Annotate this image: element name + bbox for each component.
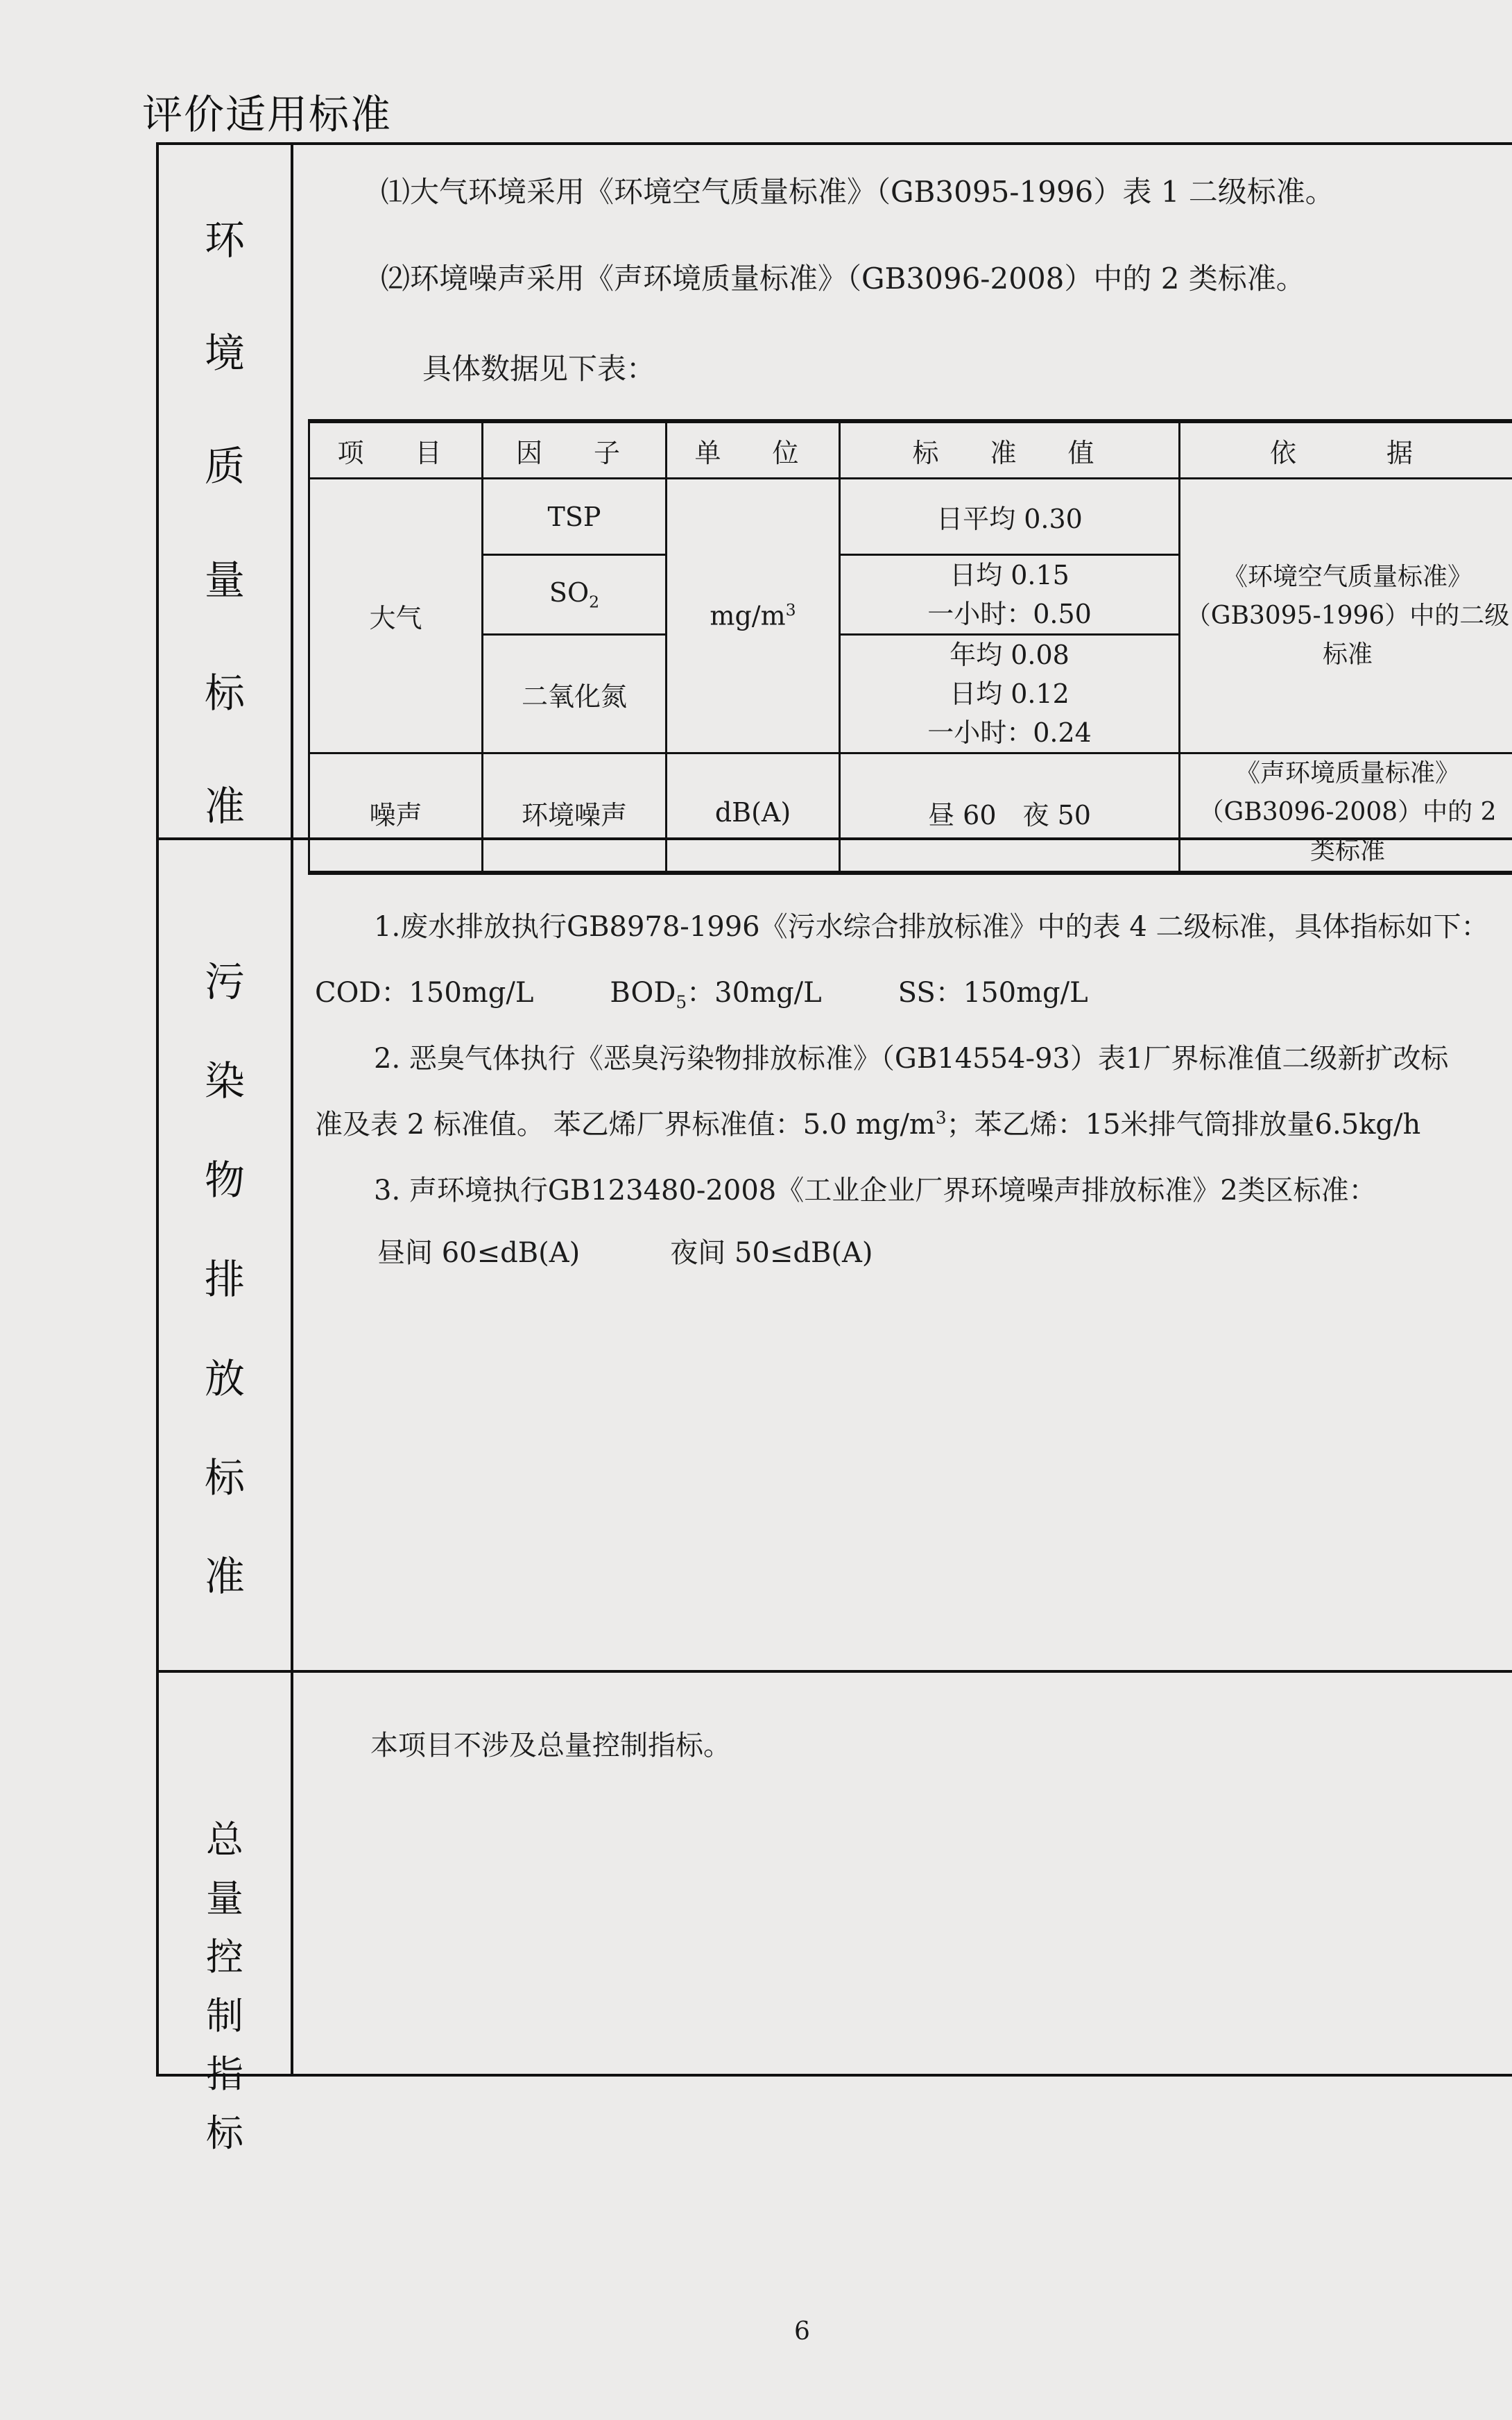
column-divider: [291, 145, 293, 2074]
tsp-factor-cell: TSP: [483, 479, 667, 555]
emission-water-values: COD：150mg/L $BOD_5$：30mg/L SS：150mg/L: [315, 977, 1088, 1012]
label-char: 境: [204, 330, 245, 377]
label-char: 制: [206, 1993, 243, 2038]
emission-para-1: 1.废水排放执行GB8978-1996《污水综合排放标准》中的表 4 二级标准，具体指标如下：: [374, 911, 1489, 943]
table-header-row: [309, 421, 1512, 479]
label-char: 标: [204, 669, 245, 717]
header-basis: 依 据: [1180, 421, 1512, 479]
tsp-value-cell: 日平均 0.30: [840, 479, 1180, 555]
day-limit: 昼间 60≤dB(A): [377, 1237, 581, 1269]
env-quality-label: [159, 180, 291, 874]
total-control-text: 本项目不涉及总量控制指标。: [370, 1730, 731, 1762]
label-char: 染: [204, 1057, 245, 1105]
label-char: 标: [206, 2111, 243, 2155]
label-char: 指: [206, 2052, 243, 2097]
noise-value-cell: 昼 60 夜 50: [840, 753, 1180, 874]
air-basis-cell: 《环境空气质量标准》 （GB3095-1996）中的二级标准: [1180, 479, 1512, 753]
label-char: 标: [204, 1454, 245, 1501]
table-row: [309, 753, 1512, 874]
label-char: 环: [204, 216, 245, 264]
header-standard-value: 标 准 值: [840, 421, 1180, 479]
ss-value: SS：150mg/L: [897, 977, 1088, 1009]
header-unit: 单 位: [667, 421, 840, 479]
bod-label: BOD: [610, 977, 676, 1009]
label-char: 质: [204, 443, 245, 491]
page-title: 评价适用标准: [142, 91, 393, 138]
label-char: 总: [206, 1818, 243, 1861]
noise-item-cell: 噪声: [309, 753, 483, 874]
emission-para-2: 2. 恶臭气体执行《恶臭污染物排放标准》（GB14554-93）表1厂界标准值二级新扩改标: [374, 1043, 1449, 1075]
label-char: 量: [204, 556, 245, 604]
label-char: 放: [204, 1354, 245, 1402]
label-char: 物: [204, 1157, 245, 1204]
env-quality-line-2: ⑵环境噪声采用《声环境质量标准》（GB3096-2008）中的 2 类标准。: [381, 262, 1305, 296]
bod-value: ：30mg/L: [687, 977, 822, 1009]
label-char: 排: [204, 1255, 245, 1303]
no2-value-cell: 年均 0.08 日均 0.12 一小时：0.24: [840, 635, 1180, 753]
label-char: 控: [206, 1935, 243, 1979]
emission-label: [159, 929, 291, 1623]
emission-para-3: 3. 声环境执行GB123480-2008《工业企业厂界环境噪声排放标准》2类区标准：: [374, 1175, 1377, 1207]
air-noise-standard-table: [308, 419, 1512, 875]
so2-value-cell: 日均 0.15 一小时：0.50: [840, 555, 1180, 635]
emission-para-2b: 准及表 2 标准值。 苯乙烯厂界标准值：5.0 $mg/m^3$；苯乙烯：15米排气筒排放量6.5kg/h: [315, 1107, 1421, 1141]
header-factor: 因 子: [483, 421, 667, 479]
section-divider-2: [159, 1670, 1512, 1673]
table-row: [309, 479, 1512, 555]
env-quality-line-1: ⑴大气环境采用《环境空气质量标准》（GB3095-1996）表 1 二级标准。: [381, 175, 1334, 209]
total-control-label: [159, 1810, 291, 2157]
label-char: 污: [204, 958, 245, 1006]
label-char: 量: [206, 1876, 243, 1920]
page-number: 6: [794, 2317, 810, 2346]
label-char: 准: [204, 1553, 245, 1601]
no2-factor-cell: 二氧化氮: [483, 635, 667, 753]
noise-factor-cell: 环境噪声: [483, 753, 667, 874]
so2-factor-cell: $SO_2$: [483, 555, 667, 635]
night-limit: 夜间 50≤dB(A): [670, 1237, 873, 1269]
air-item-cell: 大气: [309, 479, 483, 753]
standards-form: [156, 142, 1512, 2155]
emission-noise-limits: [377, 1231, 873, 1270]
label-char: 准: [204, 782, 245, 830]
noise-basis-cell: 《声环境质量标准》 （GB3096-2008）中的 2 类标准: [1180, 753, 1512, 874]
noise-unit-cell: dB(A): [667, 753, 840, 874]
env-quality-line-3: 具体数据见下表：: [422, 352, 656, 386]
header-item: 项 目: [309, 421, 483, 479]
air-unit-cell: $mg/m^3$: [667, 479, 840, 753]
cod-value: COD：150mg/L: [315, 977, 534, 1009]
